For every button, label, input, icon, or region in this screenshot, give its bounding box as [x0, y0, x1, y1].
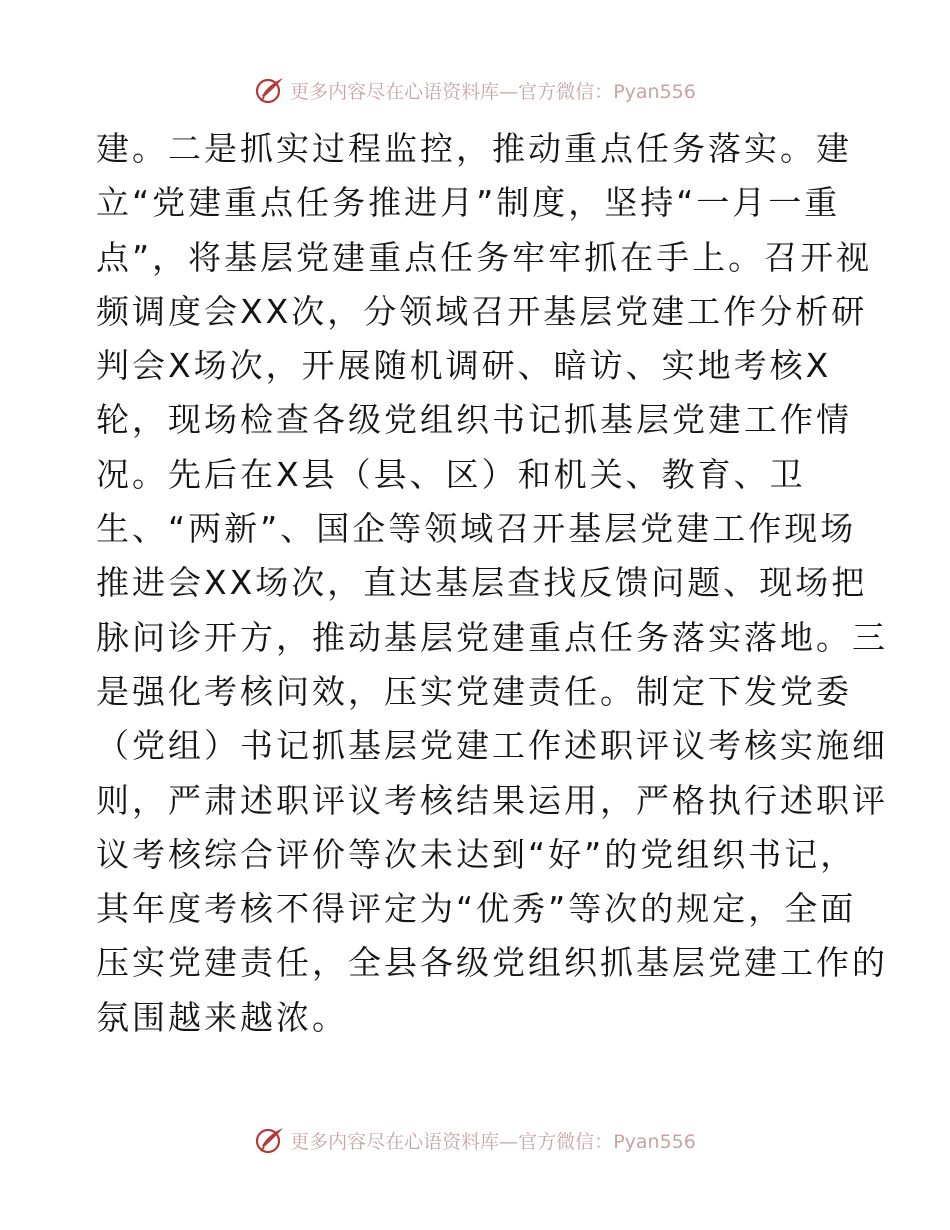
- body-line: 建。二是抓实过程监控，推动重点任务落实。建: [96, 129, 852, 168]
- feather-pen-logo-icon: [254, 74, 286, 106]
- body-line: 频调度会XX次，分领域召开基层党建工作分析研: [96, 291, 868, 331]
- watermark-title: 更多内容尽在心语资料库: [290, 80, 500, 103]
- document-body: [96, 122, 888, 1045]
- watermark-official-label: 官方微信：: [518, 80, 614, 103]
- body-line: 判会X场次，开展随机调研、暗访、实地考核X: [96, 346, 832, 386]
- watermark-wechat-id: Pyan556: [613, 1130, 696, 1153]
- watermark-wechat-id: Pyan556: [613, 80, 696, 103]
- body-line: 议考核综合评价等次未达到“好”的党组织书记，: [96, 834, 857, 874]
- body-line: 压实党建责任，全县各级党组织抓基层党建工作的: [96, 943, 888, 983]
- watermark-separator: —: [499, 80, 519, 103]
- body-line: 生、“两新”、国企等领域召开基层党建工作现场: [96, 509, 857, 549]
- feather-pen-logo-icon: [254, 1124, 286, 1156]
- body-line: 轮，现场检查各级党组织书记抓基层党建工作情: [96, 400, 852, 440]
- watermark-separator: —: [499, 1130, 519, 1153]
- body-line: （党组）书记抓基层党建工作述职评议考核实施细: [96, 726, 888, 766]
- watermark-text: [290, 77, 696, 104]
- body-line: 是强化考核问效，压实党建责任。制定下发党委: [96, 671, 852, 711]
- body-line: 况。先后在X县（县、区）和机关、教育、卫: [96, 454, 806, 494]
- header-watermark: [0, 70, 950, 110]
- body-line: 其年度考核不得评定为“优秀”等次的规定，全面: [96, 889, 857, 929]
- watermark-official-label: 官方微信：: [518, 1130, 614, 1153]
- body-line: 氛围越来越浓。: [96, 997, 348, 1037]
- body-line: 则，严肃述职评议考核结果运用，严格执行述职评: [96, 780, 888, 820]
- body-line: 脉问诊开方，推动基层党建重点任务落实落地。三: [96, 617, 888, 657]
- body-line: 点”，将基层党建重点任务牢牢抓在手上。召开视: [96, 237, 873, 277]
- body-line: 立“党建重点任务推进月”制度，坚持“一月一重: [96, 183, 841, 223]
- watermark-title: 更多内容尽在心语资料库: [290, 1130, 500, 1153]
- body-line: 推进会XX场次，直达基层查找反馈问题、现场把: [96, 563, 868, 603]
- footer-watermark: [0, 1120, 950, 1160]
- watermark-text: [290, 1127, 696, 1154]
